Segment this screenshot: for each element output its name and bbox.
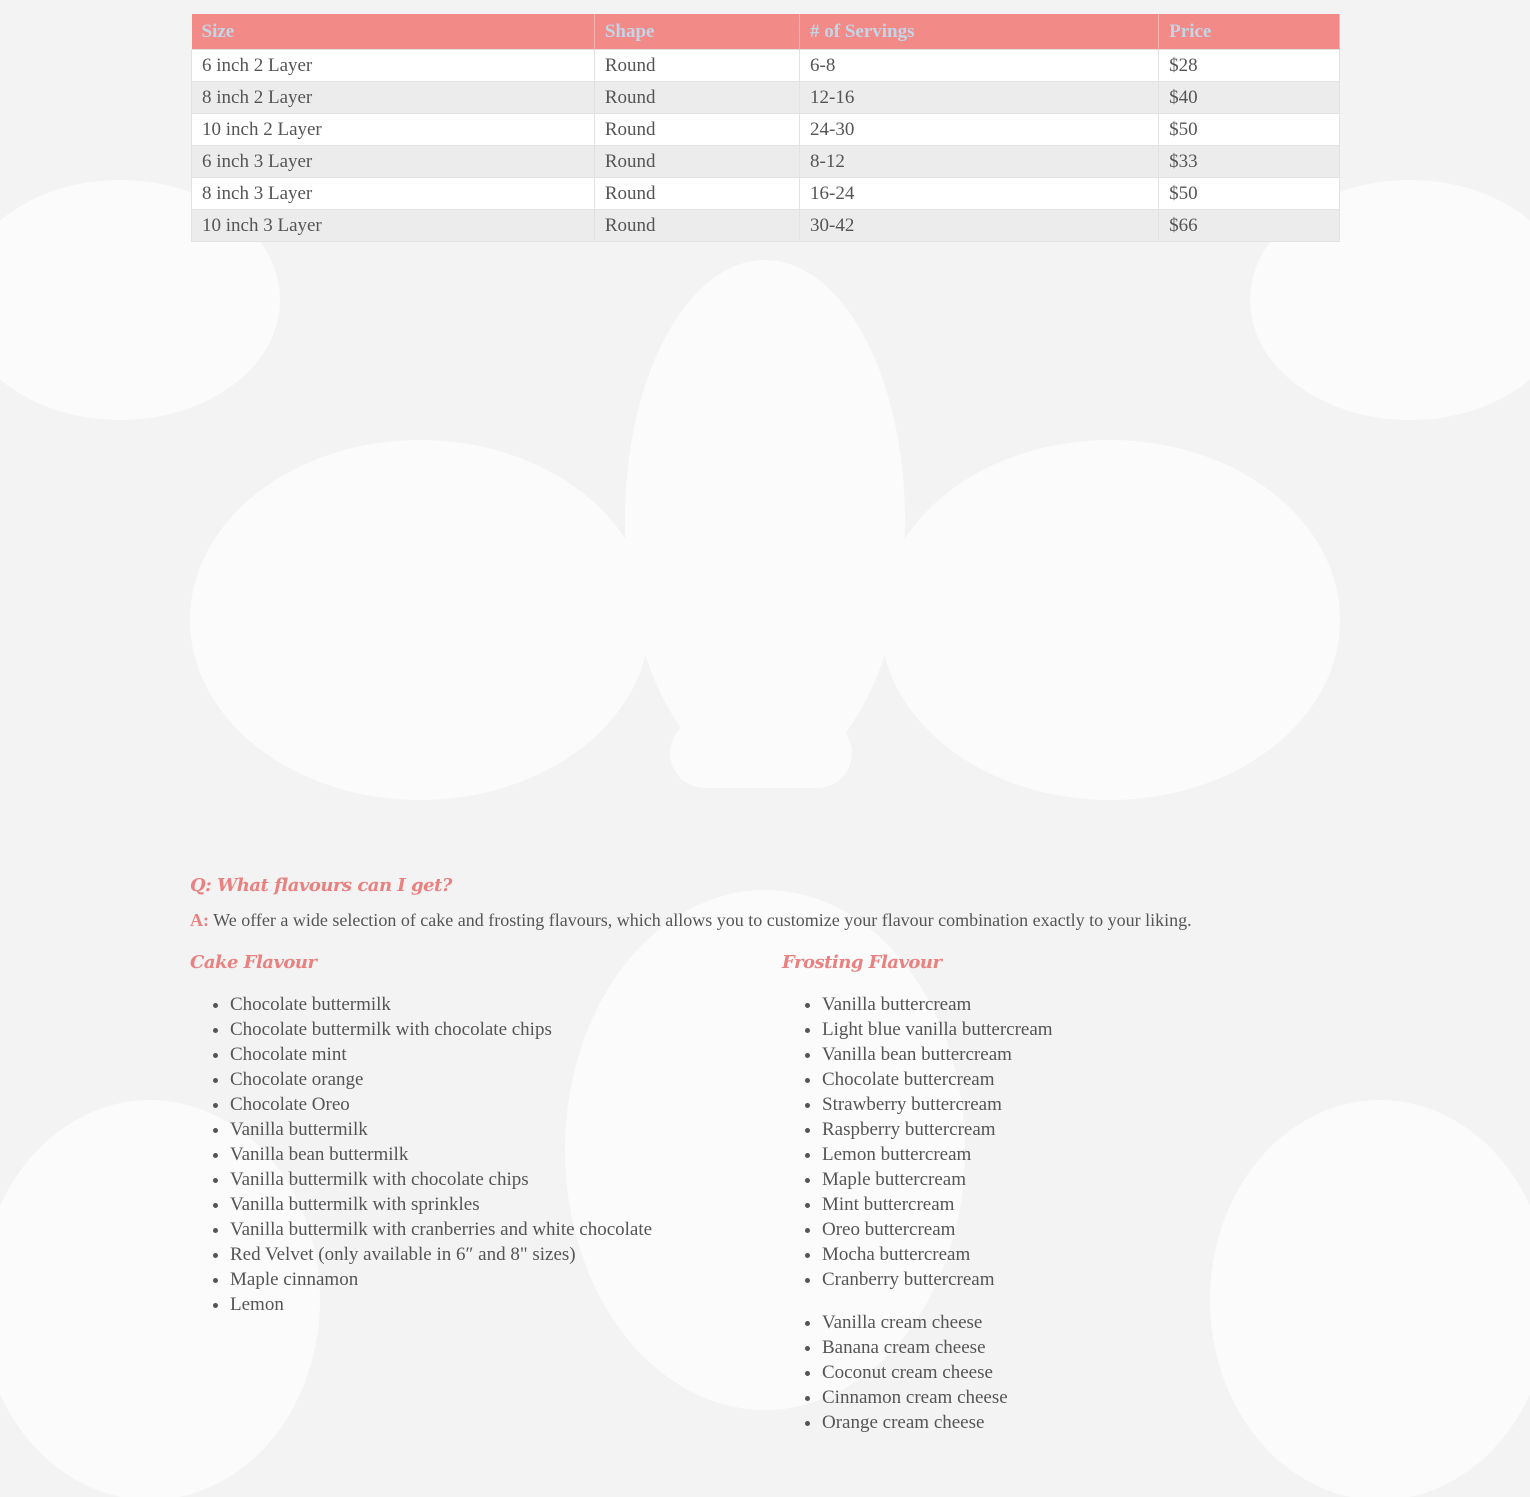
list-item: • Coconut cream cheese [822, 1360, 1053, 1385]
table-row [192, 50, 1340, 82]
cell-servings: 24-30 [800, 114, 1159, 146]
list-item: • Vanilla bean buttercream [822, 1042, 1053, 1067]
column-header-size: Size [192, 14, 595, 50]
cell-size: 10 inch 2 Layer [192, 114, 595, 146]
cell-price: $50 [1159, 114, 1340, 146]
cell-price: $40 [1159, 82, 1340, 114]
table-row [192, 82, 1340, 114]
cell-shape: Round [594, 82, 799, 114]
list-item: • Vanilla buttercream [822, 992, 1053, 1017]
list-item: • Oreo buttercream [822, 1217, 1053, 1242]
list-item: • Vanilla buttermilk with cranberries and white chocolate [230, 1217, 652, 1242]
list-item: • Lemon [230, 1292, 652, 1317]
list-item: • Red Velvet (only available in 6″ and 8" sizes) [230, 1242, 652, 1267]
list-item: • Vanilla cream cheese [822, 1310, 1053, 1335]
list-item: • Banana cream cheese [822, 1335, 1053, 1360]
answer-prefix: A: [190, 910, 209, 930]
list-item: • Chocolate buttermilk with chocolate chips [230, 1017, 652, 1042]
list-item: • Chocolate Oreo [230, 1092, 652, 1117]
cell-shape: Round [594, 178, 799, 210]
cell-size: 6 inch 2 Layer [192, 50, 595, 82]
cell-size: 8 inch 2 Layer [192, 82, 595, 114]
cream-cheese-list [782, 1310, 1053, 1435]
cell-size: 8 inch 3 Layer [192, 178, 595, 210]
list-item: • Chocolate mint [230, 1042, 652, 1067]
list-item: • Vanilla buttermilk [230, 1117, 652, 1142]
cake-flavour-list [190, 992, 652, 1317]
buttercream-list [782, 992, 1053, 1292]
faq-question: Q: What flavours can I get? [190, 875, 452, 896]
answer-text: We offer a wide selection of cake and frosting flavours, which allows you to customize your flavour combination exactly to your liking. [209, 910, 1192, 930]
table-row [192, 114, 1340, 146]
column-header-servings: # of Servings [800, 14, 1159, 50]
list-item: • Maple cinnamon [230, 1267, 652, 1292]
list-item: • Lemon buttercream [822, 1142, 1053, 1167]
list-item: • Mocha buttercream [822, 1242, 1053, 1267]
frosting-flavour-title: Frosting Flavour [782, 952, 942, 973]
cell-price: $66 [1159, 210, 1340, 242]
list-item: • Vanilla bean buttermilk [230, 1142, 652, 1167]
table-row [192, 210, 1340, 242]
cell-servings: 12-16 [800, 82, 1159, 114]
list-item: • Cranberry buttercream [822, 1267, 1053, 1292]
list-item: • Chocolate buttercream [822, 1067, 1053, 1092]
cell-price: $50 [1159, 178, 1340, 210]
cell-price: $28 [1159, 50, 1340, 82]
faq-answer [190, 910, 1192, 931]
list-item: • Vanilla buttermilk with chocolate chips [230, 1167, 652, 1192]
list-item: • Maple buttercream [822, 1167, 1053, 1192]
cell-shape: Round [594, 114, 799, 146]
cell-size: 6 inch 3 Layer [192, 146, 595, 178]
cell-shape: Round [594, 210, 799, 242]
pricing-table [191, 14, 1340, 242]
table-row [192, 178, 1340, 210]
list-item: • Mint buttercream [822, 1192, 1053, 1217]
cell-size: 10 inch 3 Layer [192, 210, 595, 242]
list-item: • Light blue vanilla buttercream [822, 1017, 1053, 1042]
cell-shape: Round [594, 146, 799, 178]
cell-shape: Round [594, 50, 799, 82]
list-item: • Orange cream cheese [822, 1410, 1053, 1435]
cell-servings: 16-24 [800, 178, 1159, 210]
cell-servings: 30-42 [800, 210, 1159, 242]
table-row [192, 146, 1340, 178]
cell-servings: 6-8 [800, 50, 1159, 82]
list-item: • Chocolate buttermilk [230, 992, 652, 1017]
table-header-row [192, 14, 1340, 50]
list-item: • Cinnamon cream cheese [822, 1385, 1053, 1410]
cell-price: $33 [1159, 146, 1340, 178]
list-item: • Raspberry buttercream [822, 1117, 1053, 1142]
list-item: • Chocolate orange [230, 1067, 652, 1092]
list-item: • Vanilla buttermilk with sprinkles [230, 1192, 652, 1217]
cake-flavour-section [190, 952, 652, 1317]
column-header-price: Price [1159, 14, 1340, 50]
frosting-flavour-section [782, 952, 1053, 1435]
list-item: • Strawberry buttercream [822, 1092, 1053, 1117]
column-header-shape: Shape [594, 14, 799, 50]
cell-servings: 8-12 [800, 146, 1159, 178]
cake-flavour-title: Cake Flavour [190, 952, 317, 973]
